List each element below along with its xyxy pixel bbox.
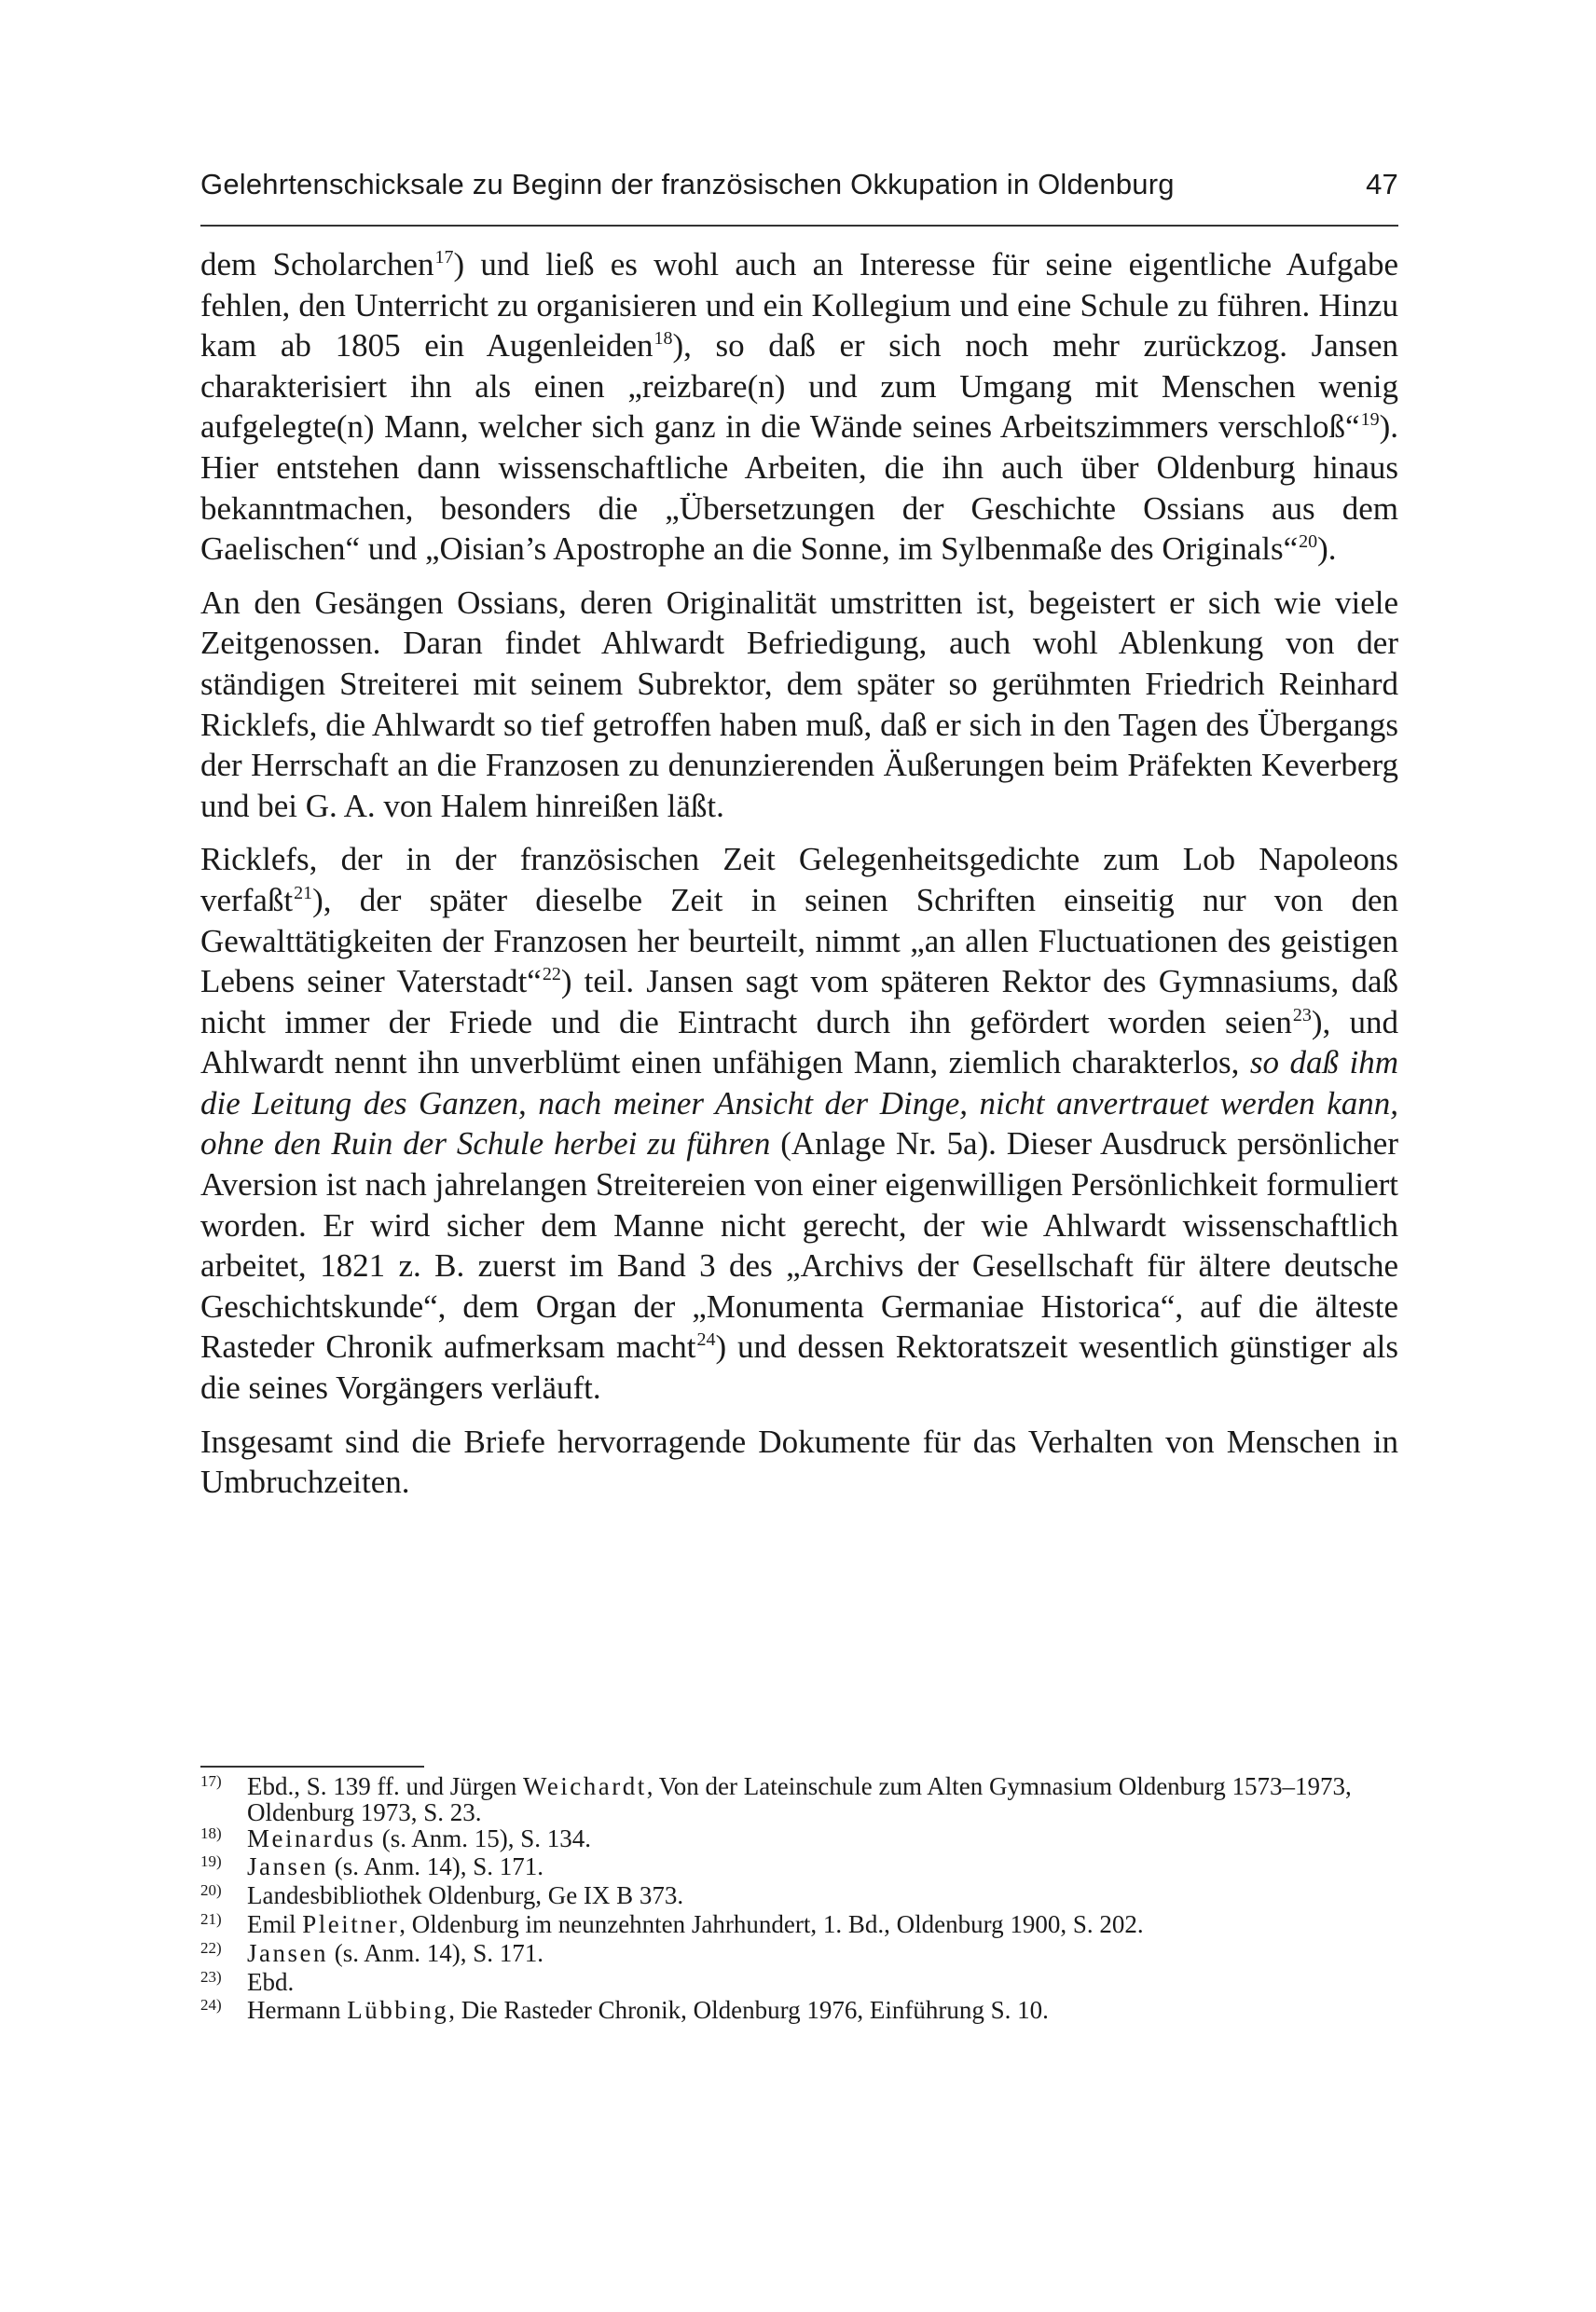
author-name: Pleitner <box>302 1909 400 1938</box>
footnote-text <box>247 1938 1398 1967</box>
running-head-title: Gelehrtenschicksale zu Beginn der französischen Okkupation in Oldenburg <box>200 168 1175 200</box>
text-run: ) teil. Jansen sagt vom späteren Rektor des Gymnasiums, daß nicht immer der Friede und die Eintracht durch ihn gefördert worden seien <box>200 963 1398 1040</box>
text-run: ). Hier entstehen dann wissenschaftliche Arbeiten, die ihn auch über Oldenburg hinaus bekanntmachen, besonders die „Übersetzungen der Geschichte Ossians aus dem Gaelischen“ und „Oisian’s Apostrophe an die Sonne, im Sylbenmaße des Originals“ <box>200 408 1398 568</box>
text-run: ), so daß er sich noch mehr zurückzog. Jansen charakterisiert ihn als einen „reizbare(n) und zum Umgang mit Menschen wenig aufgelegte(n) Mann, welcher sich ganz in die Wände seines Arbeitszimmers verschloß“ <box>200 327 1398 446</box>
text-run: Ebd. <box>247 1967 295 1996</box>
text-run: ) und dessen Rektoratszeit wesentlich günstiger als die seines Vorgängers verläuft. <box>200 1328 1398 1407</box>
footnote-text <box>247 1774 1398 1826</box>
footnote-number: 24) <box>200 1996 222 2015</box>
text-run: , Von der Lateinschule zum Alten Gymnasium Oldenburg 1573–1973, Oldenburg 1973, S. 23. <box>247 1772 1352 1826</box>
footnote-text <box>247 1909 1398 1938</box>
footnote-17 <box>200 1774 1398 1826</box>
paragraph-4: Insgesamt sind die Briefe hervorragende Dokumente für das Verhalten von Menschen in Umbruchzeiten. <box>200 1423 1398 1501</box>
footnote-21 <box>200 1909 1398 1941</box>
footnote-text <box>247 1883 1398 1909</box>
footnote-number: 18) <box>200 1823 222 1842</box>
text-run: Hermann <box>247 1996 348 2025</box>
running-head <box>200 168 1398 201</box>
text-run: ). <box>1317 530 1337 568</box>
footnote-text <box>247 1998 1398 2024</box>
footnote-ref-24: 24 <box>696 1329 716 1351</box>
footnote-ref-21: 21 <box>294 882 313 903</box>
text-run: ) und ließ es wohl auch an Interesse für seine eigentliche Aufgabe fehlen, den Unterricht zu organisieren und ein Kollegium und eine Schule zu führen. Hinzu kam ab 1805 ein Augenleiden <box>200 246 1398 365</box>
footnote-ref-18: 18 <box>654 328 673 350</box>
text-run: (Anlage Nr. 5a). Dieser Ausdruck persönlicher Aversion ist nach jahrelangen Streitereien von einer eigenwilligen Persönlichkeit formuliert worden. Er wird sicher dem Manne nicht gerecht, der wie Ahlwardt wissenschaftlich arbeitet, 1821 z. B. zuerst im Band 3 des „Archivs der Gesellschaft für ältere deutsche Geschichtskunde“, dem Organ der „Monumenta Germaniae Historica“, auf die älteste Rasteder Chronik aufmerksam macht <box>200 1125 1398 1366</box>
footnote-number: 20) <box>200 1881 222 1900</box>
footnote-rule <box>200 1766 424 1768</box>
footnote-text <box>247 1854 1398 1880</box>
footnote-number: 21) <box>200 1909 222 1928</box>
footnote-18 <box>200 1823 1398 1855</box>
author-name: Jansen <box>247 1938 328 1967</box>
paragraph-1 <box>200 244 1398 570</box>
footnote-text <box>247 1823 1398 1852</box>
footnote-ref-20: 20 <box>1299 531 1318 553</box>
text-run: (s. Anm. 14), S. 171. <box>327 1938 544 1967</box>
paragraph-2: An den Gesängen Ossians, deren Originalität umstritten ist, begeistert er sich wie viele Zeitgenossen. Daran findet Ahlwardt Befriedigung, auch wohl Ablenkung von der ständigen Streiterei mit seinem Subrektor, dem später so gerühmten Friedrich Reinhard Ricklefs, die Ahlwardt so tief getroffen haben muß, daß er sich in den Tagen des Übergangs der Herrschaft an die Franzosen zu denunzierenden Äußerungen beim Präfekten Keverberg und bei G. A. von Halem hinreißen läßt. <box>200 584 1398 824</box>
author-name: Jansen <box>247 1852 328 1881</box>
header-rule <box>200 225 1398 227</box>
text-run: Emil <box>247 1909 303 1938</box>
page-number: 47 <box>1366 168 1398 200</box>
body-text <box>200 244 1398 1503</box>
text-run: dem Scholarchen <box>200 246 434 282</box>
text-run: (s. Anm. 14), S. 171. <box>327 1852 544 1881</box>
footnotes <box>200 1774 1398 2027</box>
footnote-19 <box>200 1854 1398 1883</box>
author-name: Weichardt <box>523 1772 647 1800</box>
footnote-20 <box>200 1883 1398 1912</box>
footnote-number: 19) <box>200 1852 222 1871</box>
footnote-text <box>247 1967 1398 1996</box>
footnote-24 <box>200 1998 1398 2027</box>
footnote-23 <box>200 1967 1398 1999</box>
author-name: Lübbing <box>347 1996 449 2025</box>
text-run: (s. Anm. 15), S. 134. <box>375 1823 592 1852</box>
footnote-22 <box>200 1938 1398 1970</box>
footnote-ref-17: 17 <box>434 247 454 268</box>
author-name: Meinardus <box>247 1823 376 1852</box>
text-run: , Oldenburg im neunzehnten Jahrhundert, 1. Bd., Oldenburg 1900, S. 202. <box>399 1909 1144 1938</box>
text-run: , Die Rasteder Chronik, Oldenburg 1976, Einführung S. 10. <box>448 1996 1049 2025</box>
text-run: ), und Ahlwardt nennt ihn unverblümt einen unfähigen Mann, ziemlich charakterlos, <box>200 1003 1398 1081</box>
text-run: Ricklefs, der in der französischen Zeit Gelegenheitsgedichte zum Lob Napoleons verfaßt <box>200 841 1398 918</box>
footnote-number: 17) <box>200 1772 222 1790</box>
text-run: ), der später dieselbe Zeit in seinen Schriften einseitig nur von den Gewalttätigkeiten der Franzosen her beurteilt, nimmt „an allen Fluctuationen des geistigen Lebens seiner Vaterstadt“ <box>200 881 1398 1000</box>
footnote-ref-19: 19 <box>1360 409 1380 431</box>
text-run: Landesbibliothek Oldenburg, Ge IX B 373. <box>247 1881 684 1910</box>
italic-quote: so daß ihm die Leitung des Ganzen, nach meiner Ansicht der Dinge, nicht anvertrauet werden kann, ohne den Ruin der Schule herbei zu führen <box>200 1044 1398 1163</box>
footnote-number: 22) <box>200 1938 222 1957</box>
paragraph-3 <box>200 839 1398 1408</box>
text-run: Ebd., S. 139 ff. und Jürgen <box>247 1772 523 1800</box>
footnote-ref-22: 22 <box>542 964 561 985</box>
footnote-ref-23: 23 <box>1292 1004 1312 1025</box>
footnote-number: 23) <box>200 1967 222 1986</box>
